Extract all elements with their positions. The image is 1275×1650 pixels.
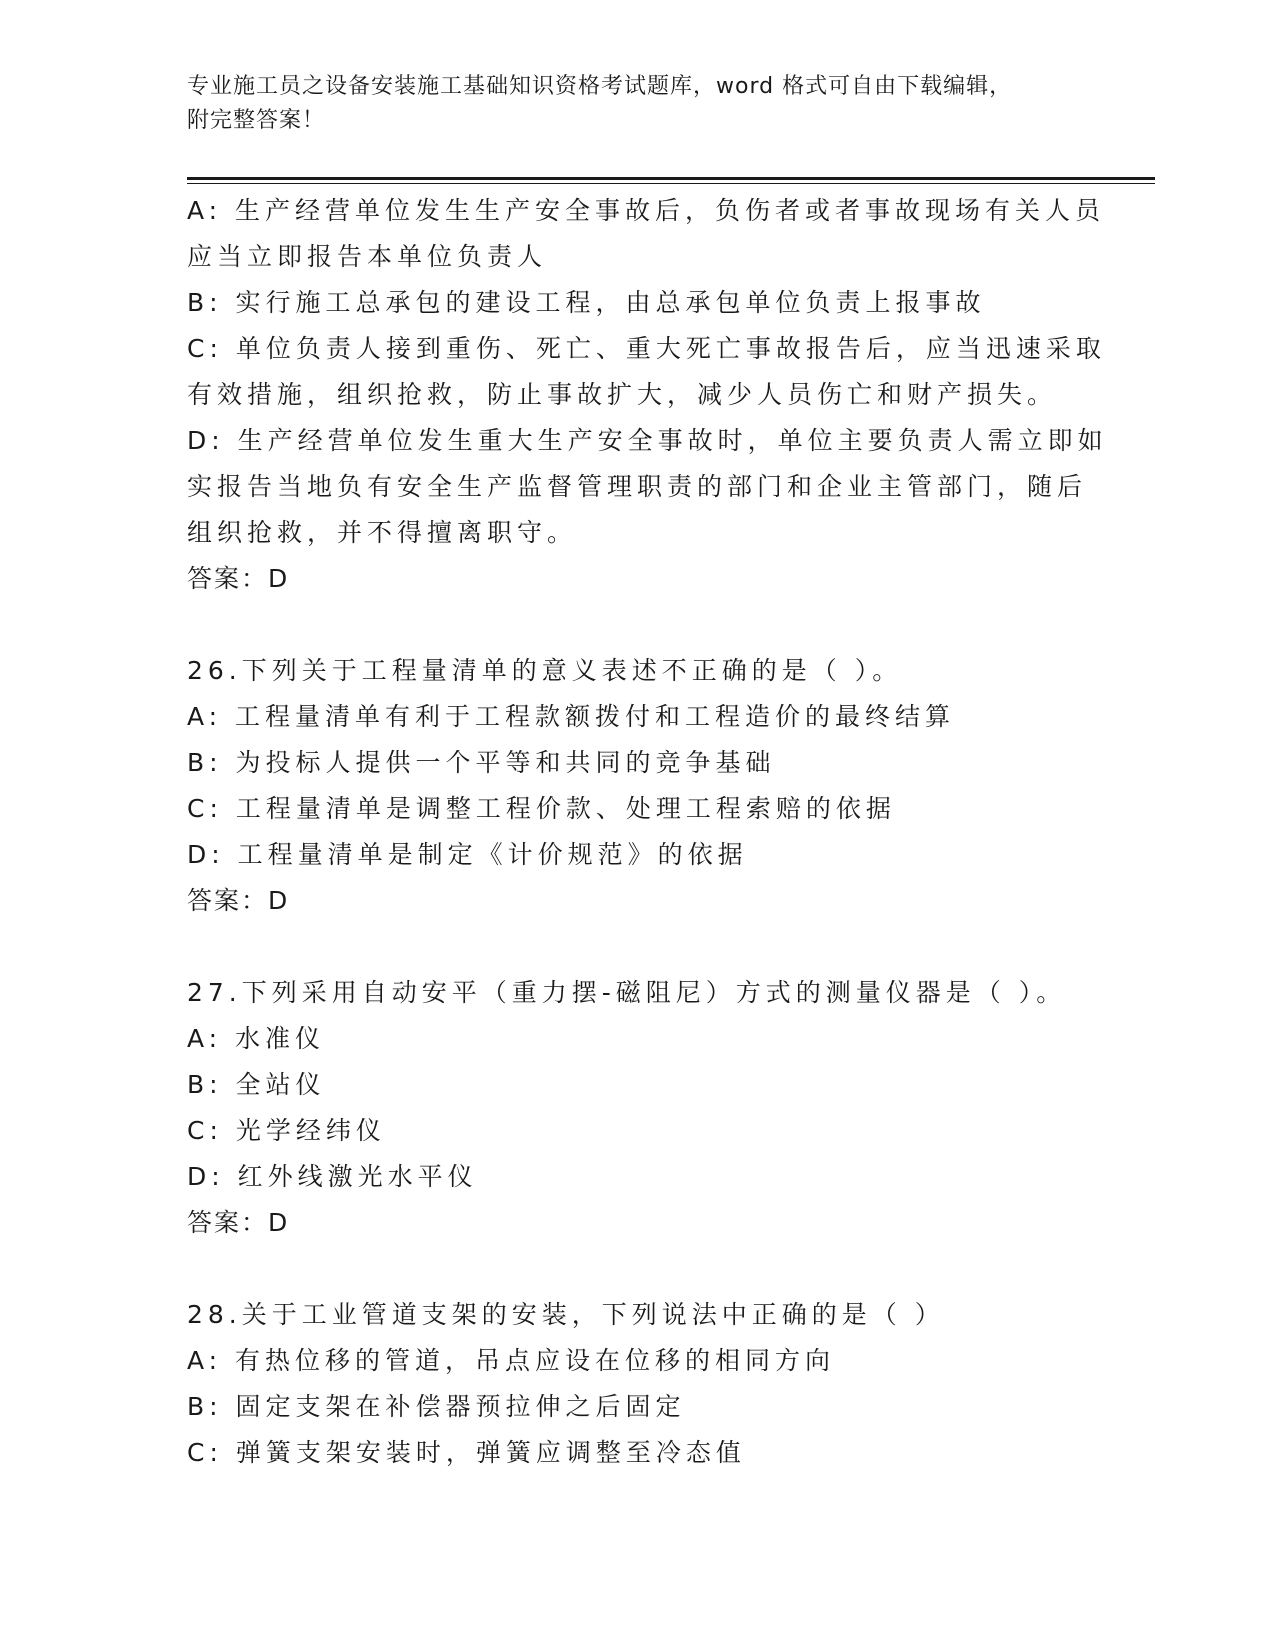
q26-answer: 答案：D	[187, 886, 290, 915]
q25-option-b: B: 实行施工总承包的建设工程，由总承包单位负责上报事故	[187, 288, 986, 317]
q27-stem: 27.下列采用自动安平（重力摆-磁阻尼）方式的测量仪器是（ ）。	[187, 978, 1067, 1007]
q25-option-d-line-3: 组织抢救，并不得擅离职守。	[187, 518, 578, 547]
q27-answer: 答案：D	[187, 1208, 290, 1237]
q26-option-b: B: 为投标人提供一个平等和共同的竞争基础	[187, 748, 776, 777]
q28-option-c: C: 弹簧支架安装时，弹簧应调整至冷态值	[187, 1438, 746, 1467]
q26-option-a: A: 工程量清单有利于工程款额拨付和工程造价的最终结算	[187, 702, 956, 731]
q25-option-c-line-2: 有效措施，组织抢救，防止事故扩大，减少人员伤亡和财产损失。	[187, 380, 1058, 409]
spacer	[187, 1246, 1087, 1292]
question-25-tail	[187, 188, 1108, 602]
question-28	[187, 1292, 1087, 1476]
header-rule-thick	[187, 177, 1155, 180]
q27-option-c: C: 光学经纬仪	[187, 1116, 386, 1145]
header-rule-thin	[187, 183, 1155, 184]
question-27	[187, 970, 1087, 1246]
q28-option-b: B: 固定支架在补偿器预拉伸之后固定	[187, 1392, 686, 1421]
q28-stem: 28.关于工业管道支架的安装，下列说法中正确的是（ ）	[187, 1300, 945, 1329]
q25-option-a-line-1: A: 生产经营单位发生生产安全事故后，负伤者或者事故现场有关人员	[187, 196, 1106, 225]
header-line-1: 专业施工员之设备安装施工基础知识资格考试题库，word 格式可自由下载编辑，	[187, 74, 1013, 99]
question-26	[187, 648, 1087, 924]
spacer	[187, 924, 1087, 970]
q27-option-a: A: 水准仪	[187, 1024, 326, 1053]
q27-option-b: B: 全站仪	[187, 1070, 326, 1099]
q25-option-a-line-2: 应当立即报告本单位负责人	[187, 242, 548, 271]
q25-answer: 答案：D	[187, 564, 290, 593]
q26-option-c: C: 工程量清单是调整工程价款、处理工程索赔的依据	[187, 794, 896, 823]
q25-option-c-line-1: C: 单位负责人接到重伤、死亡、重大死亡事故报告后，应当迅速采取	[187, 334, 1106, 363]
header-line-2: 附完整答案！	[187, 108, 326, 133]
spacer	[187, 602, 1087, 648]
q27-option-d: D: 红外线激光水平仪	[187, 1162, 478, 1191]
q25-option-d-line-1: D: 生产经营单位发生重大生产安全事故时，单位主要负责人需立即如	[187, 426, 1108, 455]
q28-option-a: A: 有热位移的管道，吊点应设在位移的相同方向	[187, 1346, 836, 1375]
document-header	[187, 70, 1067, 138]
q25-option-d-line-2: 实报告当地负有安全生产监督管理职责的部门和企业主管部门，随后	[187, 472, 1088, 501]
q26-stem: 26.下列关于工程量清单的意义表述不正确的是（ ）。	[187, 656, 903, 685]
question-content	[187, 188, 1108, 1476]
q26-option-d: D: 工程量清单是制定《计价规范》的依据	[187, 840, 748, 869]
